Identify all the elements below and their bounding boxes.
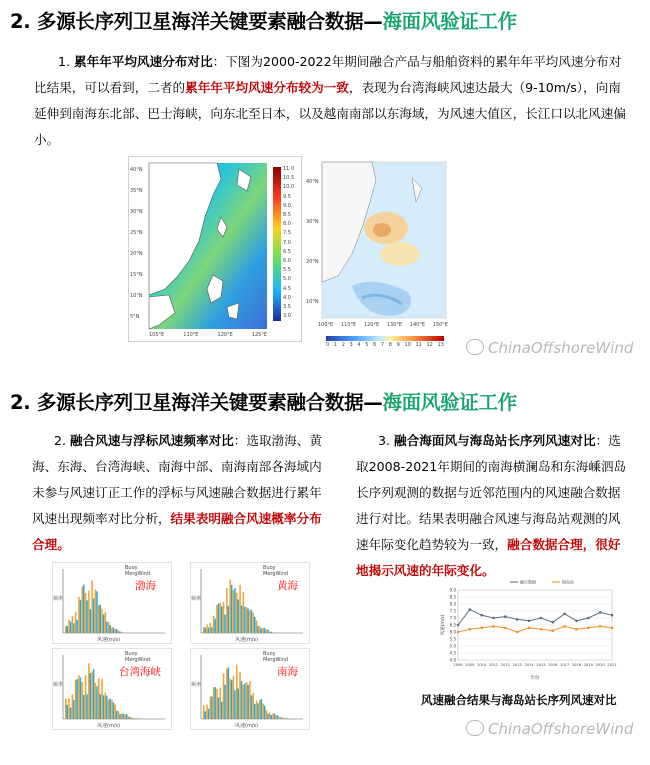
histogram-bar-buoy — [262, 628, 264, 633]
histogram-xlabel: 风速(m/s) — [97, 723, 121, 729]
histogram-bar-buoy — [82, 587, 84, 633]
histogram-bar-buoy — [121, 632, 123, 633]
histogram-taiwan-strait — [52, 648, 172, 730]
histogram-bar-merged — [113, 627, 115, 633]
histogram-bar-merged — [257, 626, 259, 633]
histogram-bar-merged — [67, 705, 69, 719]
histogram-bar-buoy — [78, 597, 80, 633]
histogram-bar-buoy — [105, 692, 107, 719]
wechat-icon — [466, 339, 484, 355]
x-tick-label: 2020 — [595, 663, 605, 667]
histogram-bar-buoy — [269, 631, 271, 633]
y-tick-label: 8.0 — [449, 601, 456, 607]
histogram-bar-merged — [234, 690, 236, 719]
map-ship-wind — [306, 158, 454, 348]
histogram-bar-buoy — [236, 593, 238, 633]
left-bold-title: 融合风速与浮标风速频率对比 — [70, 433, 234, 448]
histogram-bar-buoy — [101, 609, 103, 633]
series-point — [611, 627, 614, 630]
histogram-bar-buoy — [98, 605, 100, 633]
histogram-bar-merged — [109, 625, 111, 633]
histogram-xlabel: 风速(m/s) — [235, 637, 259, 643]
y-tick-label: 8.5 — [449, 594, 456, 600]
histogram-bar-buoy — [85, 593, 87, 633]
histogram-legend: Buoy MergWind — [263, 651, 289, 663]
histogram-bar-buoy — [111, 627, 113, 633]
series-point — [587, 617, 590, 620]
histogram-bar-buoy — [203, 705, 205, 719]
histogram-bar-merged — [228, 667, 230, 719]
series-point — [480, 614, 483, 617]
histogram-bar-buoy — [259, 700, 261, 719]
histogram-bar-merged — [211, 627, 213, 633]
series-point — [540, 617, 543, 620]
histogram-ylabel: 频率 — [191, 596, 202, 602]
map1-lat-labels: 40°N 35°N 30°N 25°N 20°N 15°N 10°N 5°N — [130, 167, 143, 320]
histogram-bar-buoy — [269, 713, 271, 719]
histogram-bar-buoy — [229, 579, 231, 633]
histogram-bar-buoy — [256, 701, 257, 719]
histogram-bar-buoy — [118, 631, 120, 633]
histogram-bar-buoy — [91, 580, 93, 633]
histogram-bar-merged — [254, 704, 256, 719]
histogram-bar-buoy — [239, 585, 241, 633]
histogram-bar-merged — [83, 695, 85, 719]
histogram-bar-merged — [228, 606, 230, 633]
histogram-bar-merged — [251, 610, 253, 633]
histogram-ylabel: 频率 — [53, 596, 64, 602]
series-point — [504, 627, 507, 630]
histogram-bar-merged — [123, 714, 125, 719]
histogram-bar-merged — [234, 588, 236, 633]
x-tick-label: 2015 — [536, 663, 546, 667]
histogram-bar-merged — [218, 697, 220, 719]
histogram-bar-buoy — [131, 718, 133, 719]
x-tick-label: 2014 — [524, 663, 534, 667]
histogram-bar-buoy — [233, 676, 235, 719]
histogram-bar-buoy — [95, 590, 97, 633]
right-red-highlight: 融合数据合理，很好地揭示风速的年际变化。 — [356, 537, 621, 578]
histogram-bar-merged — [109, 699, 111, 719]
histogram-bar-merged — [221, 702, 223, 719]
histogram-bar-buoy — [246, 682, 248, 719]
histogram-bar-merged — [73, 700, 75, 719]
histogram-xlabel: 风速(m/s) — [97, 637, 121, 643]
series-point — [611, 614, 614, 617]
histogram-bar-merged — [221, 606, 223, 633]
histogram-bar-merged — [106, 622, 108, 633]
x-tick-label: 2009 — [465, 663, 475, 667]
histogram-bar-buoy — [256, 621, 257, 633]
x-tick-label: 2010 — [477, 663, 487, 667]
histogram-bar-buoy — [128, 716, 130, 719]
histogram-bar-merged — [264, 628, 266, 633]
histogram-bar-merged — [208, 628, 210, 633]
histogram-bar-buoy — [259, 626, 261, 633]
histogram-bar-buoy — [226, 669, 228, 719]
section2-heading-main: 2. 多源长序列卫星海洋关键要素融合数据— — [10, 391, 383, 414]
histogram-bar-merged — [205, 711, 207, 719]
series-point — [599, 611, 602, 614]
watermark-1: ChinaOffshoreWind — [466, 339, 633, 357]
histogram-bar-buoy — [98, 678, 100, 719]
histogram-bar-buoy — [111, 700, 113, 719]
histogram-bar-merged — [224, 685, 226, 719]
histogram-bar-buoy — [85, 675, 87, 719]
x-tick-label: 2012 — [500, 663, 510, 667]
right-bold-title: 融合海面风与海岛站长序列风速对比 — [394, 433, 596, 448]
histogram-bar-buoy — [134, 718, 136, 719]
histogram-bar-buoy — [213, 616, 215, 633]
histogram-bar-buoy — [95, 683, 97, 719]
histogram-nanhai — [190, 648, 310, 730]
y-tick-label: 4.5 — [449, 650, 456, 656]
histogram-bar-buoy — [249, 681, 251, 719]
histogram-bar-merged — [218, 604, 220, 633]
histogram-bar-buoy — [105, 612, 107, 633]
histogram-bar-buoy — [272, 632, 274, 633]
x-tick-label: 2008 — [453, 663, 463, 667]
histogram-legend: Buoy MergWind — [125, 651, 151, 663]
histogram-bar-buoy — [78, 675, 80, 719]
histogram-bar-merged — [211, 697, 213, 719]
histogram-bar-buoy — [115, 705, 117, 719]
histogram-bar-merged — [70, 708, 72, 719]
histogram-bar-buoy — [75, 612, 77, 633]
y-tick-label: 6.5 — [449, 622, 456, 628]
histogram-bar-buoy — [118, 711, 120, 719]
map2-lon-labels: 100°E 110°E 120°E 130°E 140°E 150°E — [318, 322, 448, 328]
histogram-ylabel: 频率 — [53, 682, 64, 688]
histogram-bar-merged — [67, 626, 69, 633]
histogram-bar-buoy — [236, 665, 238, 719]
series-point — [587, 627, 590, 630]
histogram-label: 黄海 — [277, 580, 298, 592]
histogram-bar-merged — [277, 715, 279, 719]
histogram-bar-buoy — [65, 626, 67, 633]
histogram-bar-buoy — [239, 672, 241, 719]
histogram-bar-buoy — [210, 696, 212, 719]
histogram-bar-buoy — [262, 704, 264, 719]
histogram-legend: Buoy MergWind — [263, 565, 289, 577]
histogram-bohai — [52, 562, 172, 644]
histogram-bar-buoy — [223, 673, 225, 719]
histogram-bar-merged — [267, 714, 269, 719]
histogram-bar-merged — [90, 673, 92, 719]
series-point — [492, 625, 495, 628]
histogram-label: 南海 — [277, 666, 298, 678]
histogram-bar-merged — [100, 694, 102, 719]
histogram-bar-merged — [274, 714, 276, 719]
histogram-bar-buoy — [282, 718, 284, 719]
histogram-bar-merged — [100, 605, 102, 633]
histogram-bar-merged — [96, 591, 98, 633]
histogram-legend: Buoy MergWind — [125, 565, 151, 577]
histogram-bar-merged — [80, 677, 82, 719]
histogram-bar-merged — [103, 614, 105, 633]
histogram-bar-buoy — [216, 605, 218, 633]
histogram-bar-merged — [287, 718, 289, 719]
histogram-bar-merged — [76, 679, 78, 719]
histogram-bar-merged — [241, 605, 243, 633]
histogram-bar-buoy — [203, 627, 205, 633]
series-point — [469, 608, 472, 611]
line-chart — [440, 572, 618, 682]
histogram-bar-merged — [133, 718, 135, 719]
histogram-bar-merged — [119, 631, 121, 633]
histogram-bar-buoy — [108, 700, 110, 719]
histogram-bar-merged — [214, 619, 216, 633]
histogram-bar-merged — [70, 622, 72, 633]
histogram-bar-merged — [119, 714, 121, 719]
histogram-bar-merged — [261, 699, 263, 719]
right-paragraph: 3. 融合海面风与海岛站长序列风速对比：选取2008-2021年期间的南海横澜岛和东海嵊泗岛长序列观测的数据与近邻范围内的风速融合数据进行对比。结果表明融合风速与海岛站观测的风速年际变化趋势较为一致，融合数据合理，很好地揭示风速的年际变化。 — [356, 433, 627, 578]
series-point — [492, 617, 495, 620]
series-point — [551, 629, 554, 632]
series-point — [540, 628, 543, 631]
histogram-bar-merged — [103, 695, 105, 719]
histogram-bar-buoy — [286, 718, 288, 719]
section1-paragraph: 1. 累年年平均风速分布对比：下图为2000-2022年期间融合产品与船舶资料的累年年平均风速分布对比结果，可以看到，二者的累年年平均风速分布较为一致，表现为台湾海峡风速达最大（9-10m/s），向南延伸到南海东北部、巴士海峡，向东北至日本，以及越南南部以东海域，为风速大值区，长江口以北风速偏小。 — [34, 54, 626, 147]
y-axis-label: 风速(m/s) — [441, 614, 446, 636]
histogram-bar-buoy — [210, 623, 212, 633]
series-point — [599, 625, 602, 628]
histogram-bar-buoy — [233, 590, 235, 633]
x-tick-label: 2017 — [560, 663, 570, 667]
histogram-bar-buoy — [216, 689, 218, 719]
histogram-bar-buoy — [220, 688, 222, 719]
histogram-bar-merged — [271, 715, 273, 719]
histogram-label: 台湾海峡 — [119, 666, 161, 678]
histogram-bar-merged — [106, 696, 108, 719]
histogram-bar-merged — [129, 717, 131, 719]
series-point — [528, 620, 531, 623]
histogram-bar-buoy — [138, 718, 140, 719]
histogram-bar-merged — [261, 628, 263, 633]
histogram-bar-buoy — [68, 620, 70, 633]
histogram-bar-buoy — [65, 699, 67, 719]
histogram-bar-merged — [267, 630, 269, 633]
histogram-bar-merged — [257, 703, 259, 719]
histogram-bar-merged — [113, 702, 115, 719]
histogram-bar-merged — [224, 615, 226, 633]
x-tick-label: 2011 — [488, 663, 499, 667]
histogram-bar-merged — [93, 598, 95, 633]
histogram-bar-buoy — [253, 693, 255, 719]
histogram-bar-buoy — [75, 680, 77, 719]
histogram-bar-merged — [126, 714, 128, 719]
section1-heading-main: 2. 多源长序列卫星海洋关键要素融合数据— — [10, 10, 383, 33]
section1-heading-green: 海面风验证工作 — [382, 10, 517, 33]
series-point — [516, 631, 519, 634]
histogram-bar-merged — [208, 709, 210, 719]
series-point — [504, 615, 507, 618]
x-tick-label: 2018 — [571, 663, 582, 667]
map1-colorbar-labels: 11.0 10.5 10.0 9.5 9.0 8.5 8.0 7.5 7.0 6.5 6.0 5.5 5.0 4.5 4.0 3.5 3.0 — [283, 166, 295, 320]
histogram-bar-buoy — [266, 710, 268, 719]
histogram-bar-buoy — [121, 713, 123, 719]
histogram-label: 渤海 — [135, 580, 156, 592]
legend-label: 融合数据 — [520, 579, 536, 585]
histogram-bar-merged — [83, 585, 85, 633]
histogram-bar-buoy — [213, 687, 215, 719]
histogram-bar-buoy — [72, 616, 74, 633]
histogram-bar-buoy — [266, 630, 268, 633]
histogram-bar-merged — [73, 623, 75, 633]
histogram-bar-merged — [80, 600, 82, 633]
histogram-bar-merged — [214, 687, 216, 719]
series-point — [457, 624, 460, 627]
histogram-bar-buoy — [88, 591, 90, 633]
histogram-ylabel: 频率 — [191, 682, 202, 688]
histogram-bar-merged — [244, 683, 246, 719]
histogram-bar-buoy — [226, 588, 228, 633]
histogram-bar-merged — [247, 685, 249, 719]
wechat-icon — [466, 720, 484, 736]
histogram-bar-buoy — [249, 611, 251, 633]
section1-bold-title: 累年年平均风速分布对比 — [74, 54, 213, 69]
histogram-bar-merged — [231, 680, 233, 719]
section2-heading-green: 海面风验证工作 — [382, 391, 517, 414]
x-tick-label: 2016 — [548, 663, 558, 667]
histogram-bar-merged — [241, 681, 243, 719]
y-tick-label: 5.0 — [449, 643, 456, 649]
histogram-bar-merged — [238, 688, 240, 719]
histogram-bar-merged — [96, 686, 98, 719]
y-tick-label: 7.5 — [449, 608, 456, 614]
y-tick-label: 7.0 — [449, 615, 456, 621]
histogram-bar-buoy — [68, 698, 70, 719]
histogram-bar-buoy — [246, 607, 248, 633]
series-point — [575, 628, 578, 631]
histogram-bar-buoy — [206, 624, 208, 633]
histogram-bar-buoy — [82, 682, 84, 719]
x-tick-label: 2013 — [512, 663, 522, 667]
histogram-bar-buoy — [243, 685, 245, 719]
left-red-highlight: 结果表明融合风速概率分布合理。 — [32, 511, 322, 552]
map2-colorbar-labels: 0 1 2 3 4 5 6 7 8 9 10 11 12 13 — [326, 342, 444, 348]
histogram-bar-merged — [116, 629, 118, 633]
histogram-bar-merged — [116, 711, 118, 719]
histogram-bar-buoy — [101, 679, 103, 719]
histogram-bar-buoy — [91, 671, 93, 719]
series-point — [469, 628, 472, 631]
histogram-bar-buoy — [279, 717, 281, 719]
histogram-bar-merged — [76, 620, 78, 633]
section1-heading — [10, 6, 517, 34]
series-point — [528, 627, 531, 630]
histogram-bar-merged — [136, 718, 138, 719]
y-tick-label: 6.0 — [449, 629, 456, 635]
section1-red-highlight: 累年年平均风速分布较为一致 — [185, 80, 349, 95]
histogram-bar-buoy — [88, 663, 90, 719]
histogram-bar-merged — [254, 617, 256, 633]
y-tick-label: 5.5 — [449, 636, 456, 642]
histogram-bar-buoy — [220, 603, 222, 633]
x-tick-label: 2019 — [583, 663, 593, 667]
section2-heading — [10, 387, 517, 415]
histogram-bar-buoy — [72, 694, 74, 719]
y-tick-label: 9.0 — [449, 587, 456, 593]
histogram-bar-merged — [205, 628, 207, 633]
histogram-bar-merged — [244, 607, 246, 633]
histogram-bar-buoy — [272, 713, 274, 719]
histogram-bar-merged — [139, 718, 141, 719]
histogram-bar-merged — [238, 599, 240, 633]
histogram-bar-buoy — [276, 715, 278, 719]
watermark-2: ChinaOffshoreWind — [466, 720, 633, 738]
histogram-bar-merged — [284, 718, 286, 719]
left-paragraph: 2. 融合风速与浮标风速频率对比：选取渤海、黄海、东海、台湾海峡、南海中部、南海南部各海域内未参与风速订正工作的浮标与风速融合数据进行累年风速出现频率对比分析，结果表明融合风速概率分布合理。 — [32, 433, 322, 552]
histogram-bar-buoy — [289, 718, 291, 719]
histogram-huanghai — [190, 562, 310, 644]
histogram-bar-merged — [247, 609, 249, 633]
x-tick-label: 2021 — [607, 663, 617, 667]
map1-lon-labels: 105°E 110°E 120°E 125°E — [149, 332, 267, 338]
legend-label: 海岛站 — [562, 579, 574, 585]
histogram-bar-merged — [231, 585, 233, 633]
histogram-bar-buoy — [206, 705, 208, 719]
histogram-bar-buoy — [229, 679, 231, 719]
series-point — [563, 625, 566, 628]
histogram-bar-merged — [86, 694, 88, 719]
histogram-bar-merged — [264, 706, 266, 719]
histogram-bar-merged — [251, 695, 253, 719]
histogram-bar-merged — [86, 600, 88, 633]
histogram-bar-merged — [90, 609, 92, 633]
histogram-bar-merged — [280, 717, 282, 719]
series-point — [575, 620, 578, 623]
map-merged-wind — [128, 156, 302, 342]
series-point — [563, 613, 566, 616]
histogram-bar-buoy — [223, 602, 225, 633]
series-point — [551, 621, 554, 624]
histogram-bar-buoy — [253, 612, 255, 633]
histogram-bar-buoy — [243, 592, 245, 633]
map2-lat-labels: 40°N 30°N 20°N 10°N — [306, 179, 319, 305]
histogram-bar-merged — [271, 632, 273, 633]
histogram-xlabel: 风速(m/s) — [235, 723, 259, 729]
x-axis-label: 年份 — [530, 676, 540, 681]
histogram-bar-buoy — [108, 622, 110, 633]
series-point — [457, 631, 460, 634]
histogram-bar-merged — [93, 669, 95, 719]
series-point — [480, 627, 483, 630]
figure-caption: 风速融合结果与海岛站长序列风速对比 — [421, 693, 617, 707]
histogram-bar-buoy — [124, 714, 126, 719]
y-tick-label: 4.0 — [449, 657, 456, 663]
histogram-bar-buoy — [115, 629, 117, 633]
series-point — [516, 618, 519, 621]
